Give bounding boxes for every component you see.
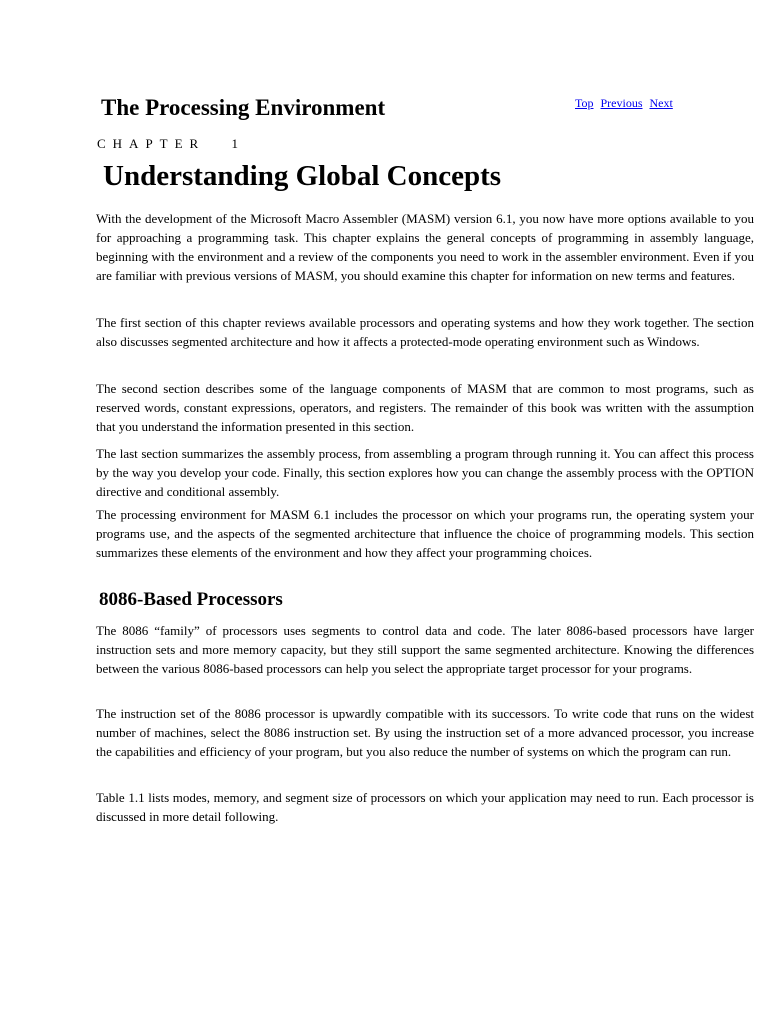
environment-paragraph: The processing environment for MASM 6.1 includes the processor on which your programs run, the operating system your programs use, and the aspects of the segmented architecture that influence the choice of programming models. This section summarizes these elements of the environment and how they affect your programming choices. — [96, 507, 754, 560]
page-navigation — [575, 96, 677, 111]
chapter-label: CHAPTER 1 — [97, 136, 245, 151]
processors-paragraph-2: The instruction set of the 8086 processor is upwardly compatible with its successors. To write code that runs on the widest number of machines, select the 8086 instruction set. By using the instruction set of a more advanced processor, you increase the capabilities and efficiency of your program, but you also reduce the number of systems on which the program can run. — [96, 706, 754, 759]
processors-paragraph-1: The 8086 “family” of processors uses segments to control data and code. The later 8086-based processors have larger instruction sets and more memory capacity, but they still support the same segmented architecture. Knowing the differences between the various 8086-based processors can help you select the appropriate target processor for your programs. — [96, 623, 754, 676]
nav-top-link[interactable]: Top — [575, 96, 594, 110]
intro-paragraph: With the development of the Microsoft Macro Assembler (MASM) version 6.1, you now have more options available to you for approaching a programming task. This chapter explains the general concepts of programming in assembly language, beginning with the environment and a review of the components you need to work in the assembler environment. Even if you are familiar with previous versions of MASM, you should examine this chapter for information on new terms and features. — [96, 211, 754, 283]
chapter-title: Understanding Global Concepts — [103, 160, 502, 192]
section-heading-8086: 8086-Based Processors — [99, 589, 283, 610]
nav-previous-link[interactable]: Previous — [600, 96, 643, 110]
processors-paragraph-3: Table 1.1 lists modes, memory, and segment size of processors on which your application may need to run. Each processor is discussed in more detail following. — [96, 790, 754, 824]
nav-next-link[interactable]: Next — [649, 96, 673, 110]
overview-paragraph-2: The second section describes some of the language components of MASM that are common to most programs, such as reserved words, constant expressions, operators, and registers. The remainder of this book was written with the assumption that you understand the information presented in this section. — [96, 381, 754, 434]
section-title: The Processing Environment — [101, 95, 386, 120]
overview-paragraph-3: The last section summarizes the assembly process, from assembling a program through running it. You can affect this process by the way you develop your code. Finally, this section explores how you can change the assembly process with the OPTION directive and conditional assembly. — [96, 446, 754, 499]
overview-paragraph-1: The first section of this chapter reviews available processors and operating systems and how they work together. The section also discusses segmented architecture and how it affects a protected-mode operating environment such as Windows. — [96, 315, 754, 349]
